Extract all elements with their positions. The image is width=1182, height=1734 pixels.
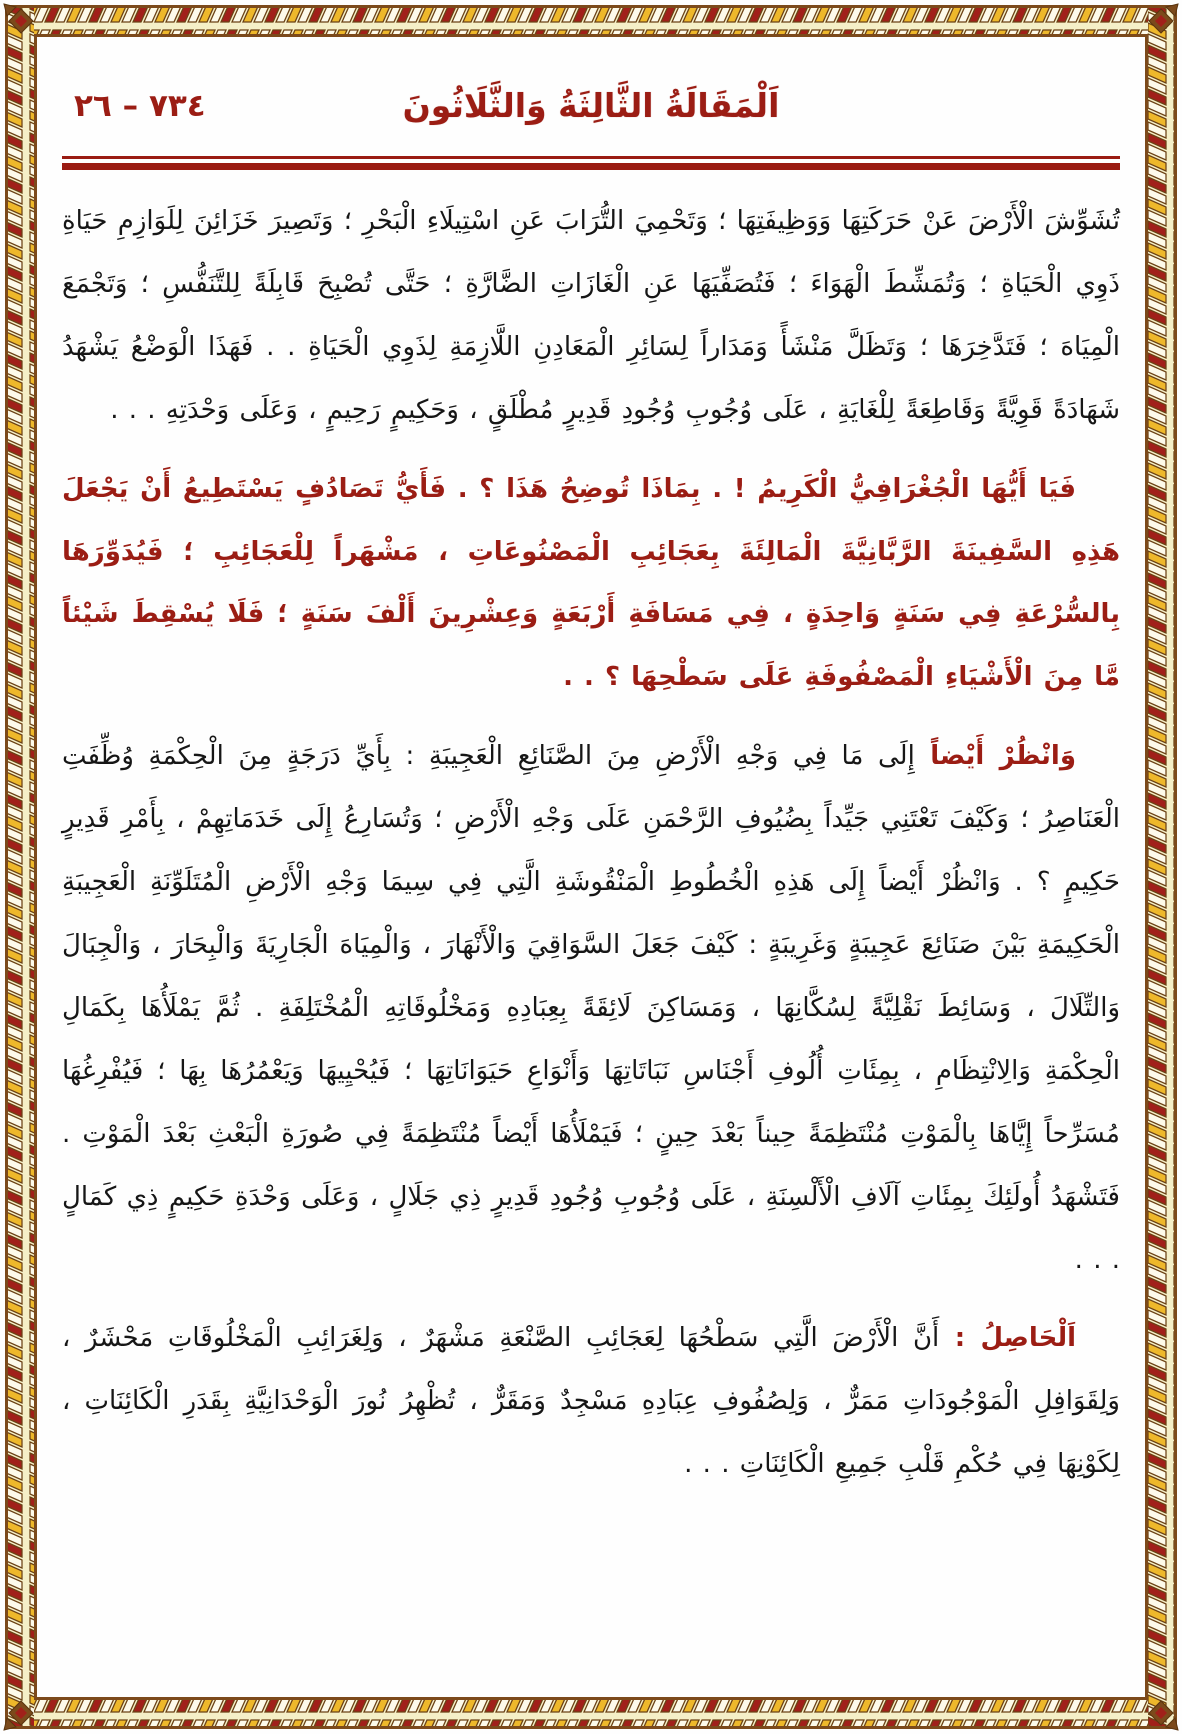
paragraph-look-also [62,725,1120,1291]
page-header [60,58,1122,154]
paragraph-look-also-segment-red: وَانْظُرْ أَيْضاً [914,741,1076,772]
paragraph-address-geographer-segment-red: فَيَا أَيُّهَا الْجُغْرَافِيُّ الْكَرِيمُ ! . بِمَاذَا تُوضِحُ هَذَا ؟ . فَأَيُّ تَصَادُفٍ يَسْتَطِيعُ أَنْ يَجْعَلَ هَذِهِ السَّفِينَةَ الرَّبَّانِيَّةَ الْمَالِئَةَ بِعَجَائِبِ الْمَصْنُوعَاتِ ، مَشْهَراً لِلْعَجَائِبِ ؛ فَيُدَوِّرَهَا بِالسُّرْعَةِ فِي سَنَةٍ وَاحِدَةٍ ، فِي مَسَافَةِ أَرْبَعَةٍ وَعِشْرِينَ أَلْفَ سَنَةٍ ؛ فَلَا يُسْقِطَ شَيْئاً مَّا مِنَ الْأَشْيَاءِ الْمَصْفُوفَةِ عَلَى سَطْحِهَا ؟ . . [62,473,1120,693]
paragraph-continuation [62,190,1120,442]
paragraph-look-also-segment-black: إِلَى مَا فِي وَجْهِ الْأَرْضِ مِنَ الصَّنَائِعِ الْعَجِيبَةِ : بِأَيِّ دَرَجَةٍ مِنَ الْحِكْمَةِ وُظِّفَتِ الْعَنَاصِرُ ؛ وَكَيْفَ تَعْتَنِي جَيِّداً بِضُيُوفِ الرَّحْمَنِ عَلَى وَجْهِ الْأَرْضِ ؛ وَتُسَارِعُ إِلَى خَدَمَاتِهِمْ ، بِأَمْرِ قَدِيرٍ حَكِيمٍ ؟ . وَانْظُرْ أَيْضاً إِلَى هَذِهِ الْخُطُوطِ الْمَنْقُوشَةِ الَّتِي فِي سِيمَا وَجْهِ الْأَرْضِ الْمُتَلَوِّنَةِ الْعَجِيبَةِ الْحَكِيمَةِ بَيْنَ صَنَائِعَ عَجِيبَةٍ وَغَرِيبَةٍ : كَيْفَ جَعَلَ السَّوَاقِيَ وَالْأَنْهَارَ ، وَالْمِيَاهَ الْجَارِيَةَ وَالْبِحَارَ ، وَالْجِبَالَ وَالتِّلَالَ ، وَسَائِطَ نَقْلِيَّةً لِسُكَّانِهَا ، وَمَسَاكِنَ لَائِقَةً بِعِبَادِهِ وَمَخْلُوقَاتِهِ الْمُخْتَلِفَةِ . ثُمَّ يَمْلَأُهَا بِكَمَالِ الْحِكْمَةِ وَالِانْتِظَامِ ، بِمِئَاتِ أُلُوفِ أَجْنَاسِ نَبَاتَاتِهَا وَأَنْوَاعِ حَيَوَانَاتِهَا ؛ فَيُحْيِيهَا وَيَعْمُرُهَا بِهَا ؛ فَيُفْرِغُهَا مُسَرِّحاً إِيَّاهَا بِالْمَوْتِ مُنْتَظِمَةً حِيناً بَعْدَ حِينٍ ؛ فَيَمْلَأُهَا أَيْضاً مُنْتَظِمَةً فِي صُورَةِ الْبَعْثِ بَعْدَ الْمَوْتِ . فَتَشْهَدُ أُولَئِكَ بِمِئَاتِ آلَافِ الْأَلْسِنَةِ ، عَلَى وُجُوبِ وُجُودِ قَدِيرٍ ذِي جَلَالٍ ، وَعَلَى وَحْدَةِ حَكِيمٍ ذِي كَمَالٍ . . . [62,741,1120,1275]
body-paragraphs [60,190,1122,1496]
page-title: اَلْمَقَالَةُ الثَّالِثَةُ وَالثَّلَاثُونَ [402,86,780,125]
paragraph-address-geographer [62,458,1120,710]
header-divider-rule [62,156,1120,170]
paragraph-conclusion-segment-black: أَنَّ الْأَرْضَ الَّتِي سَطْحُهَا لِعَجَائِبِ الصَّنْعَةِ مَشْهَرٌ ، وَلِغَرَائِبِ الْمَخْلُوقَاتِ مَحْشَرٌ ، وَلِقَوَافِلِ الْمَوْجُودَاتِ مَمَرٌّ ، وَلِصُفُوفِ عِبَادِهِ مَسْجِدٌ وَمَقَرٌّ ، تُظْهِرُ نُورَ الْوَحْدَانِيَّةِ بِقَدَرِ الْكَائِنَاتِ ، لِكَوْنِهَا فِي حُكْمِ قَلْبِ جَمِيعِ الْكَائِنَاتِ . . . [62,1323,1120,1480]
page-content [60,46,1122,1686]
paragraph-conclusion [62,1307,1120,1496]
page-number: ٧٣٤ – ٢٦ [74,88,206,124]
paragraph-conclusion-segment-red: اَلْحَاصِلُ : [939,1323,1077,1354]
paragraph-continuation-segment-black: تُشَوِّشَ الْأَرْضَ عَنْ حَرَكَتِهَا وَوَظِيفَتِهَا ؛ وَتَحْمِيَ التُّرَابَ عَنِ اسْتِيلَاءِ الْبَحْرِ ؛ وَتَصِيرَ خَزَائِنَ لِلَوَازِمِ حَيَاةِ ذَوِي الْحَيَاةِ ؛ وَتُمَشِّطَ الْهَوَاءَ ؛ فَتُصَفِّيَهَا عَنِ الْغَازَاتِ الضَّارَّةِ ؛ حَتَّى تُصْبِحَ قَابِلَةً لِلتَّنَفُّسِ ؛ وَتَجْمَعَ الْمِيَاهَ ؛ فَتَدَّخِرَهَا ؛ وَتَظَلَّ مَنْشَأً وَمَدَاراً لِسَائِرِ الْمَعَادِنِ اللَّازِمَةِ لِذَوِي الْحَيَاةِ . . فَهَذَا الْوَضْعُ يَشْهَدُ شَهَادَةً قَوِيَّةً وَقَاطِعَةً لِلْغَايَةِ ، عَلَى وُجُوبِ وُجُودِ قَدِيرٍ مُطْلَقٍ ، وَحَكِيمٍ رَحِيمٍ ، وَعَلَى وَحْدَتِهِ . . . [62,206,1120,425]
